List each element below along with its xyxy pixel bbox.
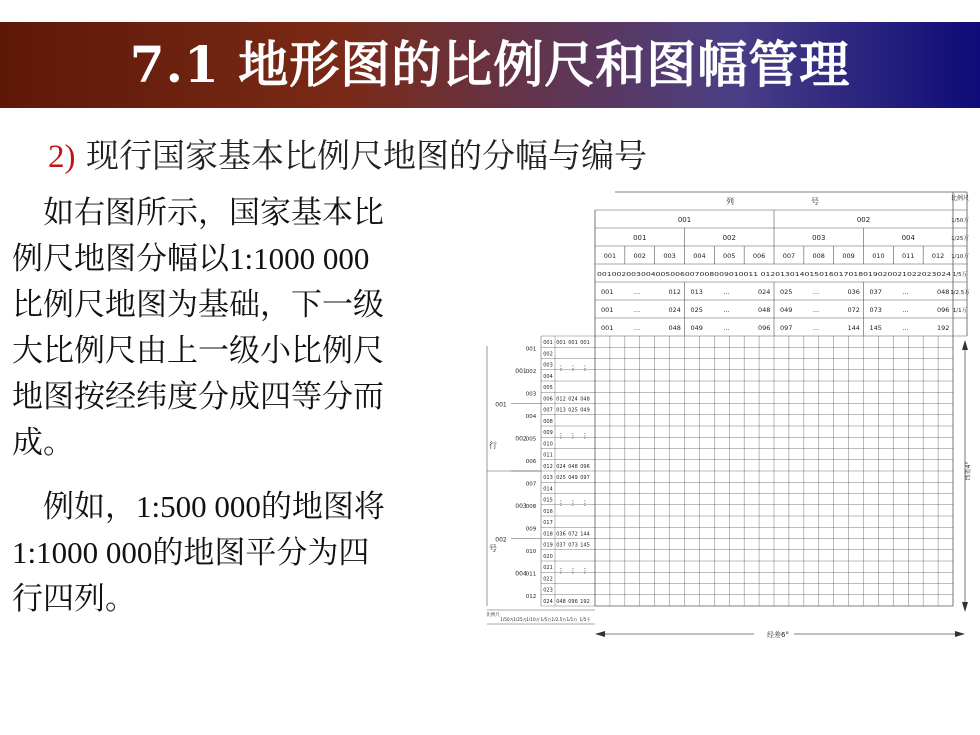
row6-sheet-number: … xyxy=(633,306,641,314)
left-level2-number: 001 xyxy=(515,367,527,375)
p1-line-3: 比例尺地图为基础，下一级 xyxy=(12,287,384,323)
row2-sheet-number: 004 xyxy=(901,234,915,242)
left-cell-number: 024 xyxy=(568,396,578,403)
left-ellipsis: ⋮ xyxy=(581,364,589,373)
row5-sheet-number: 013 xyxy=(690,288,703,296)
left-level4-number: 015 xyxy=(543,497,553,504)
left-level3-number: 011 xyxy=(525,571,537,578)
row6-sheet-number: 025 xyxy=(690,306,703,314)
row7-sheet-number: … xyxy=(812,324,820,332)
left-cell-number: 144 xyxy=(580,531,590,538)
p1-scale: 1:1000 000 xyxy=(229,241,370,276)
bottom-scale-title: 比例尺 xyxy=(486,613,500,618)
left-level2-number: 002 xyxy=(515,435,527,443)
row3-sheet-number: 001 xyxy=(603,252,617,260)
row7-sheet-number: 049 xyxy=(690,324,703,332)
row5-sheet-number: 001 xyxy=(601,288,614,296)
left-cell-number: 025 xyxy=(556,475,566,482)
row6-sheet-number: 048 xyxy=(758,306,771,314)
row6-sheet-number: 024 xyxy=(668,306,681,314)
subtitle-number: 2) xyxy=(48,139,76,175)
row3-sheet-number: 010 xyxy=(872,252,885,260)
left-level3-number: 006 xyxy=(525,458,537,465)
left-cell-number: 036 xyxy=(556,531,566,538)
left-level4-number: 021 xyxy=(543,565,553,572)
left-cell-number: 048 xyxy=(556,598,566,605)
left-level3-number: 008 xyxy=(525,503,537,510)
left-level3-number: 007 xyxy=(525,481,537,488)
row6-sheet-number: 073 xyxy=(869,306,882,314)
p1-text-a: 例尺地图分幅以 xyxy=(12,241,229,277)
row5-sheet-number: 024 xyxy=(758,288,771,296)
left-ellipsis: ⋮ xyxy=(569,567,577,576)
row5-sheet-number: … xyxy=(812,288,820,296)
left-ellipsis: ⋮ xyxy=(557,432,565,441)
p2-scale-b: 1:1000 000 xyxy=(12,535,153,570)
lon-span-label: 经差6° xyxy=(767,631,789,639)
left-level2-number: 003 xyxy=(515,502,527,510)
left-level4-number: 022 xyxy=(543,576,553,583)
row7-sheet-number: 145 xyxy=(869,324,882,332)
left-cell-number: 024 xyxy=(556,463,566,470)
left-level4-number: 011 xyxy=(543,452,553,459)
row7-sheet-number: 001 xyxy=(601,324,614,332)
left-cell-number: 145 xyxy=(580,542,590,549)
bottom-scale-label: 1/2.5万 xyxy=(551,617,567,622)
left-cell-number: 073 xyxy=(568,542,578,549)
p1-line-1: 如右图所示，国家基本比 xyxy=(12,195,384,231)
row5-sheet-number: 012 xyxy=(668,288,681,296)
bottom-scale-label: 1/10万 xyxy=(526,617,540,622)
row7-sheet-number: 097 xyxy=(780,324,793,332)
row6-sheet-number: 001 xyxy=(601,306,614,314)
p2-text-c: 的地图平分为四 xyxy=(152,535,370,571)
row5-sheet-number: … xyxy=(723,288,730,296)
p2-text-b: 的地图将 xyxy=(260,489,385,525)
subtitle xyxy=(48,130,647,177)
left-level4-number: 007 xyxy=(543,407,553,414)
left-cell-number: 048 xyxy=(580,396,590,403)
row7-sheet-number: 192 xyxy=(937,324,950,332)
slide-title: 7.1 地形图的比例尺和图幅管理 xyxy=(129,35,851,94)
left-cell-number: 013 xyxy=(556,407,566,414)
left-ellipsis: ⋮ xyxy=(569,364,577,373)
left-cell-number: 001 xyxy=(568,340,578,347)
p2-line-3: 行四列。 xyxy=(12,581,136,617)
p2-line-2 xyxy=(12,530,474,576)
row5-sheet-number: … xyxy=(902,288,909,296)
p2-line-1 xyxy=(12,484,474,530)
left-level4-number: 019 xyxy=(543,542,553,549)
row2-sheet-number: 002 xyxy=(722,234,736,242)
row4-sheet-numbers: 001002003004005006007008009010011 012013014015016017018019020021022023024 xyxy=(597,272,952,278)
left-level4-number: 012 xyxy=(543,463,553,470)
p1-line-4: 大比例尺由上一级小比例尺 xyxy=(12,333,384,369)
left-cell-number: 001 xyxy=(580,340,590,347)
left-cell-number: 001 xyxy=(556,340,566,347)
left-cell-number: 192 xyxy=(580,598,590,605)
row6-sheet-number: … xyxy=(723,306,730,314)
row6-sheet-number: 049 xyxy=(780,306,793,314)
left-level4-number: 014 xyxy=(543,486,553,493)
left-level4-number: 018 xyxy=(543,531,553,538)
row-header-label: 行 xyxy=(489,441,497,450)
left-cell-number: 096 xyxy=(580,463,590,470)
row3-sheet-number: 004 xyxy=(693,252,706,260)
row7-sheet-number: 144 xyxy=(847,324,860,332)
left-level4-number: 002 xyxy=(543,351,553,358)
row7-sheet-number: … xyxy=(902,324,909,332)
left-level4-number: 013 xyxy=(543,475,553,482)
title-banner xyxy=(0,22,980,108)
left-ellipsis: ⋮ xyxy=(557,567,565,576)
bottom-scale-label: 1/50万 xyxy=(500,617,514,622)
row5-sheet-number: … xyxy=(633,288,641,296)
row5-sheet-number: 037 xyxy=(869,288,882,296)
left-cell-number: 049 xyxy=(568,475,578,482)
subtitle-text: 现行国家基本比例尺地图的分幅与编号 xyxy=(75,136,647,175)
left-cell-number: 072 xyxy=(568,531,578,538)
paragraph-2 xyxy=(12,484,474,622)
left-level4-number: 020 xyxy=(543,553,553,560)
left-level4-number: 004 xyxy=(543,373,553,380)
left-level4-number: 009 xyxy=(543,430,553,437)
scale-label: 1/5万 xyxy=(952,272,968,278)
row1-sheet-number: 001 xyxy=(677,216,692,224)
row7-sheet-number: … xyxy=(633,324,641,332)
left-ellipsis: ⋮ xyxy=(557,499,565,508)
paragraph-1 xyxy=(12,190,474,466)
scale-label: 1/1万 xyxy=(952,308,968,314)
p1-line-2 xyxy=(12,236,474,282)
left-level3-number: 004 xyxy=(525,413,537,420)
left-level1-number: 002 xyxy=(495,536,507,544)
row3-sheet-number: 008 xyxy=(812,252,825,260)
lon-arrow-head-right xyxy=(955,631,965,637)
bottom-scale-label: 1/5千 xyxy=(579,617,591,622)
left-level4-number: 008 xyxy=(543,418,553,425)
left-level3-number: 010 xyxy=(525,548,537,555)
map-sheet-grid xyxy=(485,188,975,718)
row6-sheet-number: 072 xyxy=(847,306,860,314)
left-cell-number: 049 xyxy=(580,407,590,414)
left-level4-number: 017 xyxy=(543,520,553,527)
row3-sheet-number: 003 xyxy=(663,252,676,260)
p2-scale-a: 1:500 000 xyxy=(136,489,261,524)
left-ellipsis: ⋮ xyxy=(581,567,589,576)
scale-label: 1/25万 xyxy=(951,236,969,242)
scale-label: 1/50万 xyxy=(951,218,969,224)
left-cell-number: 037 xyxy=(556,542,566,549)
row-header-label-2: 号 xyxy=(489,544,497,553)
row3-sheet-number: 009 xyxy=(842,252,855,260)
p2-text-a: 例如， xyxy=(12,489,136,525)
left-level4-number: 023 xyxy=(543,587,553,594)
left-ellipsis: ⋮ xyxy=(569,432,577,441)
left-level3-number: 003 xyxy=(525,391,537,398)
row1-sheet-number: 002 xyxy=(856,216,871,224)
lat-arrow-head-top xyxy=(962,340,968,350)
row2-sheet-number: 003 xyxy=(812,234,826,242)
scale-label: 1/2.5万 xyxy=(950,290,970,296)
row3-sheet-number: 002 xyxy=(633,252,646,260)
col-header-label: 列 xyxy=(726,197,734,206)
scale-label: 1/10万 xyxy=(951,254,969,260)
left-level3-number: 009 xyxy=(525,526,537,533)
row3-sheet-number: 012 xyxy=(931,252,945,260)
left-ellipsis: ⋮ xyxy=(557,364,565,373)
row6-sheet-number: … xyxy=(812,306,820,314)
left-cell-number: 025 xyxy=(568,407,578,414)
left-level3-number: 002 xyxy=(525,368,537,375)
left-ellipsis: ⋮ xyxy=(581,432,589,441)
left-ellipsis: ⋮ xyxy=(581,499,589,508)
row5-sheet-number: 048 xyxy=(937,288,950,296)
left-level4-number: 003 xyxy=(543,362,553,369)
row2-sheet-number: 001 xyxy=(633,234,647,242)
left-level3-number: 005 xyxy=(525,436,537,443)
left-level4-number: 016 xyxy=(543,508,553,515)
map-sheet-diagram xyxy=(485,188,975,718)
left-ellipsis: ⋮ xyxy=(569,499,577,508)
left-level4-number: 010 xyxy=(543,441,553,448)
row7-sheet-number: 048 xyxy=(668,324,681,332)
left-cell-number: 096 xyxy=(568,598,578,605)
row5-sheet-number: 036 xyxy=(847,288,860,296)
lat-arrow-head-bottom xyxy=(962,602,968,612)
row3-sheet-number: 011 xyxy=(902,252,915,260)
left-cell-number: 048 xyxy=(568,463,578,470)
left-level4-number: 024 xyxy=(543,598,553,605)
bottom-scale-label: 1/25万 xyxy=(513,617,527,622)
bottom-scale-label: 1/1万 xyxy=(566,617,578,622)
scale-column-title: 比例尺 xyxy=(950,195,970,202)
left-level3-number: 001 xyxy=(525,346,537,353)
row7-sheet-number: … xyxy=(723,324,730,332)
p1-line-5: 地图按经纬度分成四等分而 xyxy=(12,379,384,415)
lon-arrow-head-left xyxy=(595,631,605,637)
row3-sheet-number: 007 xyxy=(782,252,796,260)
left-level2-number: 004 xyxy=(515,570,527,578)
left-level4-number: 001 xyxy=(543,340,553,347)
left-level4-number: 005 xyxy=(543,385,553,392)
row3-sheet-number: 005 xyxy=(723,252,736,260)
row6-sheet-number: … xyxy=(902,306,909,314)
left-cell-number: 097 xyxy=(580,475,590,482)
row5-sheet-number: 025 xyxy=(780,288,793,296)
left-level1-number: 001 xyxy=(495,401,507,409)
bottom-scale-label: 1/5万 xyxy=(540,617,552,622)
row6-sheet-number: 096 xyxy=(937,306,950,314)
p1-line-6: 成。 xyxy=(12,425,74,461)
left-level4-number: 006 xyxy=(543,396,553,403)
row3-sheet-number: 006 xyxy=(752,252,766,260)
left-level3-number: 012 xyxy=(525,593,537,600)
row7-sheet-number: 096 xyxy=(758,324,771,332)
col-header-label-2: 号 xyxy=(811,197,819,206)
left-cell-number: 012 xyxy=(556,396,566,403)
lat-span-label: 纬差4° xyxy=(965,461,972,481)
